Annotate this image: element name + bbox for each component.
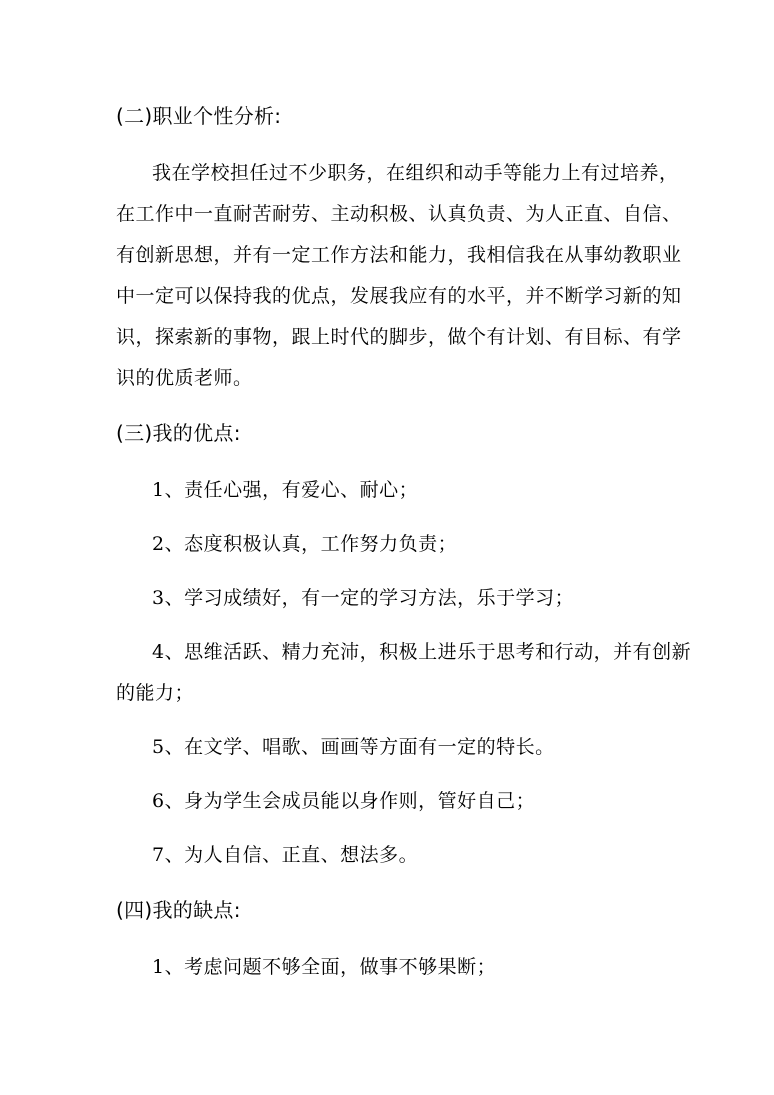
list-item: 2、态度积极认真，工作努力负责；: [152, 533, 458, 555]
section-heading-weaknesses: (四)我的缺点:: [116, 898, 241, 922]
paragraph-line: 识，探索新的事物，跟上时代的脚步，做个有计划、有目标、有学: [116, 326, 682, 348]
section-heading-strengths: (三)我的优点:: [116, 421, 241, 445]
list-item-continuation: 的能力；: [116, 682, 195, 704]
section-heading-career-personality: (二)职业个性分析:: [116, 104, 282, 128]
list-item: 7、为人自信、正直、想法多。: [152, 844, 419, 866]
paragraph-line: 有创新思想，并有一定工作方法和能力，我相信我在从事幼教职业: [116, 244, 682, 266]
list-item: 1、考虑问题不够全面，做事不够果断；: [152, 956, 497, 978]
paragraph-line: 在工作中一直耐苦耐劳、主动积极、认真负责、为人正直、自信、: [116, 203, 682, 225]
paragraph-line: 识的优质老师。: [116, 367, 253, 389]
list-item: 5、在文学、唱歌、画画等方面有一定的特长。: [152, 736, 555, 758]
paragraph-line: 我在学校担任过不少职务，在组织和动手等能力上有过培养，: [152, 162, 679, 184]
paragraph-line: 中一定可以保持我的优点，发展我应有的水平，并不断学习新的知: [116, 285, 682, 307]
list-item: 4、思维活跃、精力充沛，积极上进乐于思考和行动，并有创新: [152, 641, 692, 663]
list-item: 1、责任心强，有爱心、耐心；: [152, 479, 419, 501]
list-item: 3、学习成绩好，有一定的学习方法，乐于学习；: [152, 587, 575, 609]
list-item: 6、身为学生会成员能以身作则，管好自己；: [152, 790, 536, 812]
